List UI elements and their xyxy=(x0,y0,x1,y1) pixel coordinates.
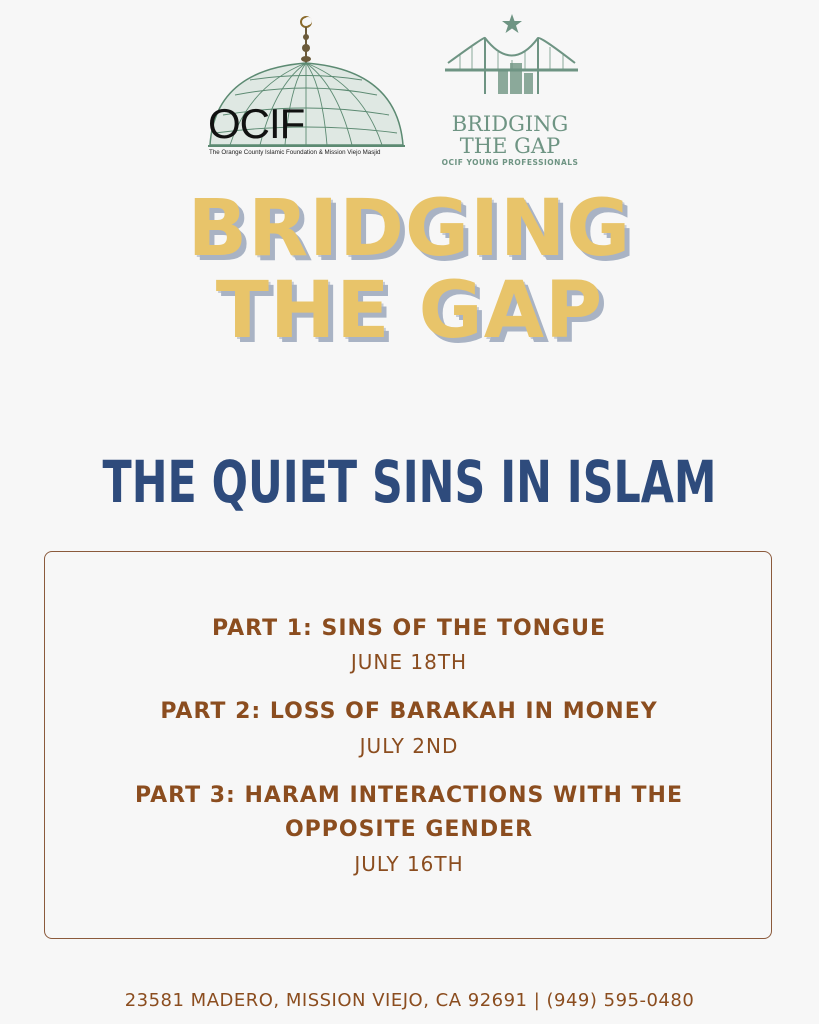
btg-logo-title-line1: BRIDGING xyxy=(451,112,569,136)
ocif-wordmark: OCIF xyxy=(208,100,305,147)
headline-line2: THE GAP xyxy=(215,266,604,356)
btg-logo-subtitle: OCIF YOUNG PROFESSIONALS xyxy=(441,158,579,167)
part-2-date: JULY 2ND xyxy=(359,734,459,758)
series-title: THE QUIET SINS IN ISLAM xyxy=(102,448,717,516)
bridging-the-gap-logo xyxy=(430,8,610,173)
part-2-title: PART 2: LOSS OF BARAKAH IN MONEY xyxy=(160,699,658,724)
logos-row xyxy=(0,0,819,180)
footer-address: 23581 MADERO, MISSION VIEJO, CA 92691 | (949) 595-0480 xyxy=(124,990,695,1011)
schedule-box xyxy=(44,551,772,939)
part-3-title-line1: PART 3: HARAM INTERACTIONS WITH THE xyxy=(134,783,683,808)
part-3-date: JULY 16TH xyxy=(354,852,464,876)
part-3-title-line2: OPPOSITE GENDER xyxy=(284,817,534,842)
crescent-bridge-icon xyxy=(430,8,590,113)
headline xyxy=(0,184,819,356)
ocif-logo xyxy=(205,15,410,165)
btg-logo-title-line2: THE GAP xyxy=(459,134,561,158)
part-1-date: JUNE 18TH xyxy=(350,650,468,674)
ocif-subtitle: The Orange County Islamic Foundation & Mission Viejo Masjid xyxy=(209,149,381,156)
headline-line1: BRIDGING xyxy=(187,184,632,274)
part-1-title: PART 1: SINS OF THE TONGUE xyxy=(211,616,607,641)
btg-logo-title xyxy=(430,113,590,157)
